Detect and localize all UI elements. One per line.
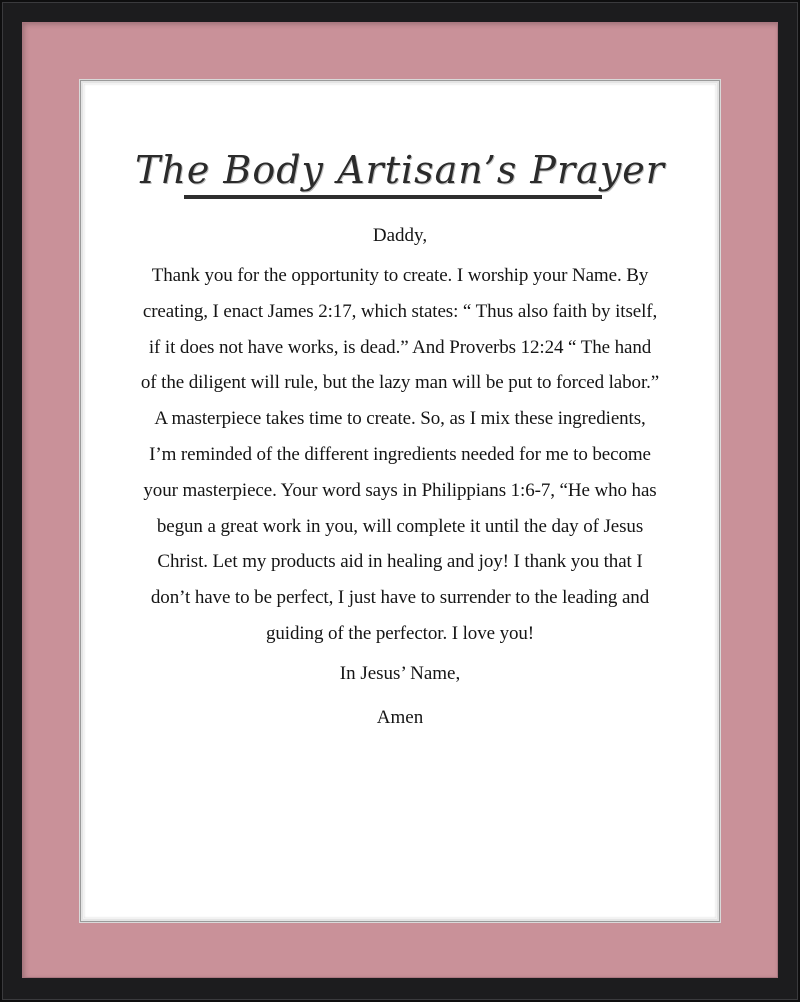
prayer-text xyxy=(140,216,660,732)
closing-line: In Jesus’ Name, xyxy=(339,662,461,684)
signoff: Amen xyxy=(376,706,424,728)
salutation: Daddy, xyxy=(372,225,428,246)
prayer-title: The Body Artisan’s Prayer xyxy=(135,148,665,192)
prayer-body: Thank you for the opportunity to create. I worship your Name. By creating, I enact James 2:17, which states: “ Thus also faith by itself, if it does not have works, is dead.” And Proverbs 12:24 “ The hand of the diligent will rule, but the lazy man will be put to forced labor.” A masterpiece takes time to create. So, as I mix these ingredients, I’m reminded of the different ingredients needed for me to become your masterpiece. Your word says in Philippians 1:6-7, “He who has begun a great work in you, will complete it until the day of Jesus Christ. Let my products aid in healing and joy! I thank you that I don’t have to be perfect, I just have to surrender to the leading and guiding of the perfector. I love you! xyxy=(140,265,660,644)
title-underline xyxy=(184,195,602,199)
